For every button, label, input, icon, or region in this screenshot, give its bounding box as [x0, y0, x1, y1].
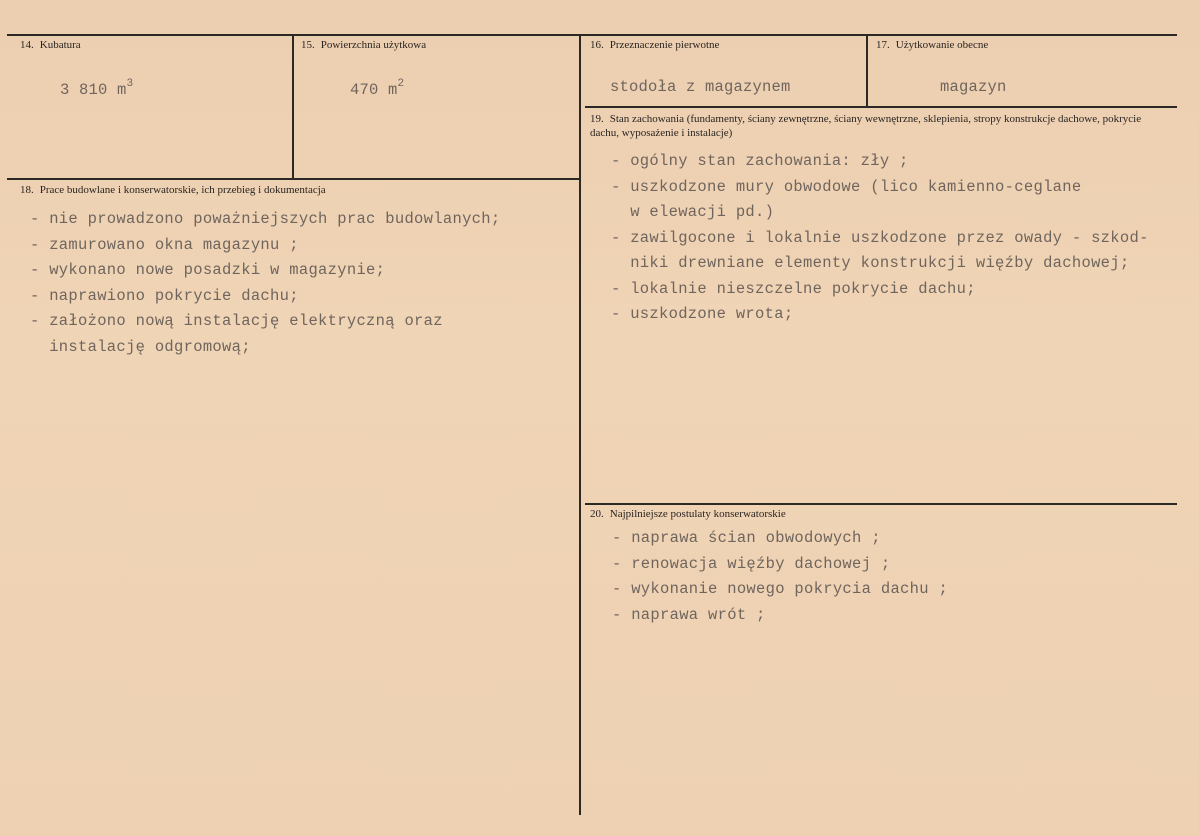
field-19-line: - lokalnie nieszczelne pokrycie dachu; [611, 279, 976, 298]
field-19-header [590, 112, 1160, 140]
field-19-line: - uszkodzone mury obwodowe (lico kamienno-ceglane [611, 177, 1082, 196]
top-rule [7, 34, 1177, 36]
field-16-value: stodoła z magazynem [610, 78, 791, 96]
field-20-line: - naprawa ścian obwodowych ; [612, 529, 881, 547]
divider-14-15 [292, 35, 294, 178]
field-14-value-text: 3 810 m [60, 81, 127, 99]
field-18-line: - wykonano nowe posadzki w magazynie; [30, 261, 386, 279]
field-15-header [301, 38, 426, 52]
divider-16-17 [866, 35, 868, 107]
field-20-list [612, 526, 948, 628]
field-18-line: - nie prowadzono poważniejszych prac budowlanych; [30, 210, 501, 228]
field-20-line: - renowacja więźby dachowej ; [612, 554, 891, 573]
rule-under-18-header [7, 178, 579, 180]
field-16-label: Przeznaczenie pierwotne [609, 39, 720, 51]
field-18-line: instalację odgromową; [30, 337, 251, 356]
field-18-line: - założono nową instalację elektryczną oraz [30, 312, 443, 330]
field-20-number: 20. [590, 508, 604, 520]
field-19-number: 19. [590, 113, 604, 125]
field-18-header [20, 183, 326, 197]
rule-above-20 [585, 503, 1177, 505]
field-16-header [590, 38, 719, 52]
field-15-label: Powierzchnia użytkowa [320, 39, 427, 51]
field-19-line: - ogólny stan zachowania: zły ; [611, 152, 909, 170]
field-14-header [20, 38, 81, 52]
field-15-number: 15. [301, 39, 315, 51]
field-15-unit-exponent: 2 [397, 78, 405, 90]
field-18-list [30, 207, 500, 360]
field-16-number: 16. [590, 39, 604, 51]
field-14-label: Kubatura [39, 39, 81, 51]
field-15-value-text: 470 m [350, 81, 398, 99]
field-18-line: - naprawiono pokrycie dachu; [30, 286, 299, 305]
field-17-label: Użytkowanie obecne [895, 39, 989, 51]
field-14-unit-exponent: 3 [126, 78, 134, 90]
field-19-label: Stan zachowania (fundamenty, ściany zewnętrzne, ściany wewnętrzne, sklepienia, stropy konstrukcje dachowe, pokrycie dachu, wyposażenie i instalacje) [590, 113, 1142, 139]
field-19-line: - zawilgocone i lokalnie uszkodzone przez owady - szkod- [611, 228, 1149, 247]
field-14-number: 14. [20, 39, 34, 51]
field-18-line: - zamurowano okna magazynu ; [30, 235, 299, 254]
field-20-line: - naprawa wrót ; [612, 605, 766, 624]
field-19-list [611, 149, 1149, 328]
field-17-number: 17. [876, 39, 890, 51]
center-divider [579, 35, 581, 815]
field-19-line: w elewacji pd.) [611, 203, 775, 221]
field-17-header [876, 38, 988, 52]
field-19-line: - uszkodzone wrota; [611, 305, 794, 323]
rule-under-16-17 [585, 106, 1177, 108]
field-20-line: - wykonanie nowego pokrycia dachu ; [612, 580, 949, 598]
field-20-label: Najpilniejsze postulaty konserwatorskie [609, 508, 786, 520]
field-20-header [590, 507, 786, 521]
field-14-value [60, 78, 133, 99]
field-15-value [350, 78, 404, 99]
field-18-number: 18. [20, 184, 34, 196]
field-18-label: Prace budowlane i konserwatorskie, ich przebieg i dokumentacja [39, 184, 326, 196]
field-17-value: magazyn [940, 78, 1007, 96]
field-19-line: niki drewniane elementy konstrukcji więźby dachowej; [611, 254, 1130, 272]
